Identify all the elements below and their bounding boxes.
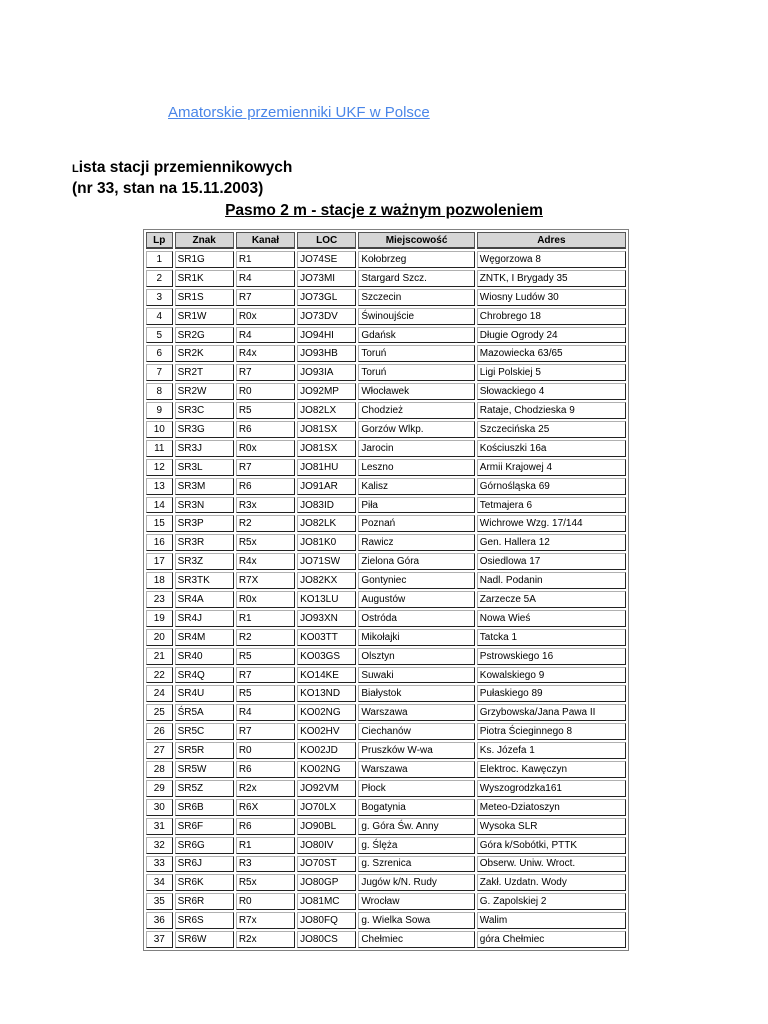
cell-znak: SR1K (175, 270, 234, 287)
cell-znak: SR5W (175, 761, 234, 778)
table-row (146, 837, 626, 854)
cell-miejscowosc: Gdańsk (358, 327, 474, 344)
table-row (146, 402, 626, 419)
table-row (146, 478, 626, 495)
cell-adres: Mazowiecka 63/65 (477, 345, 626, 362)
cell-lp: 31 (146, 818, 173, 835)
cell-loc: KO13ND (297, 685, 356, 702)
cell-kanal: R7 (236, 667, 295, 684)
table-row (146, 629, 626, 646)
cell-miejscowosc: Bogatynia (358, 799, 474, 816)
cell-loc: KO03TT (297, 629, 356, 646)
cell-miejscowosc: Włocławek (358, 383, 474, 400)
cell-miejscowosc: Jarocin (358, 440, 474, 457)
cell-znak: SR4J (175, 610, 234, 627)
cell-miejscowosc: Mikołajki (358, 629, 474, 646)
cell-kanal: R7x (236, 912, 295, 929)
cell-znak: SR1G (175, 251, 234, 268)
cell-lp: 35 (146, 893, 173, 910)
table-row (146, 742, 626, 759)
cell-miejscowosc: Rawicz (358, 534, 474, 551)
cell-kanal: R5x (236, 874, 295, 891)
cell-adres: Tetmajera 6 (477, 497, 626, 514)
cell-loc: JO81SX (297, 440, 356, 457)
cell-miejscowosc: g. Szrenica (358, 856, 474, 873)
cell-miejscowosc: Chełmiec (358, 931, 474, 948)
table-row (146, 364, 626, 381)
cell-miejscowosc: Augustów (358, 591, 474, 608)
cell-kanal: R2x (236, 931, 295, 948)
cell-loc: JO92VM (297, 780, 356, 797)
cell-loc: JO81SX (297, 421, 356, 438)
table-row (146, 874, 626, 891)
cell-kanal: R3 (236, 856, 295, 873)
cell-loc: JO82LK (297, 515, 356, 532)
cell-lp: 19 (146, 610, 173, 627)
column-header-lp: Lp (146, 232, 173, 249)
cell-loc: JO73GL (297, 289, 356, 306)
cell-miejscowosc: Leszno (358, 459, 474, 476)
cell-lp: 37 (146, 931, 173, 948)
cell-kanal: R4 (236, 270, 295, 287)
table-row (146, 761, 626, 778)
cell-znak: SR3G (175, 421, 234, 438)
cell-kanal: R4x (236, 345, 295, 362)
cell-miejscowosc: Kołobrzeg (358, 251, 474, 268)
cell-miejscowosc: g. Wielka Sowa (358, 912, 474, 929)
cell-znak: SR3M (175, 478, 234, 495)
cell-loc: JO73DV (297, 308, 356, 325)
cell-loc: JO91AR (297, 478, 356, 495)
cell-loc: JO71SW (297, 553, 356, 570)
cell-kanal: R0x (236, 440, 295, 457)
cell-loc: KO02HV (297, 723, 356, 740)
cell-znak: SR6B (175, 799, 234, 816)
cell-adres: Górnośląska 69 (477, 478, 626, 495)
cell-znak: SR6W (175, 931, 234, 948)
cell-loc: JO80GP (297, 874, 356, 891)
cell-loc: JO80CS (297, 931, 356, 948)
stations-table-container (143, 229, 629, 951)
cell-znak: SR5C (175, 723, 234, 740)
cell-kanal: R2x (236, 780, 295, 797)
cell-kanal: R5 (236, 685, 295, 702)
cell-loc: JO93IA (297, 364, 356, 381)
cell-kanal: R5 (236, 648, 295, 665)
cell-znak: SR3TK (175, 572, 234, 589)
table-row (146, 534, 626, 551)
cell-kanal: R6 (236, 761, 295, 778)
cell-loc: JO70LX (297, 799, 356, 816)
column-header-adres: Adres (477, 232, 626, 249)
cell-loc: JO70ST (297, 856, 356, 873)
cell-miejscowosc: Poznań (358, 515, 474, 532)
cell-loc: JO73MI (297, 270, 356, 287)
cell-adres: Kościuszki 16a (477, 440, 626, 457)
cell-adres: Węgorzowa 8 (477, 251, 626, 268)
cell-lp: 11 (146, 440, 173, 457)
cell-miejscowosc: Chodzież (358, 402, 474, 419)
table-row (146, 610, 626, 627)
cell-znak: SR2W (175, 383, 234, 400)
cell-kanal: R0x (236, 308, 295, 325)
table-row (146, 345, 626, 362)
cell-znak: SR40 (175, 648, 234, 665)
cell-miejscowosc: Toruń (358, 364, 474, 381)
table-row (146, 572, 626, 589)
cell-adres: ZNTK, I Brygady 35 (477, 270, 626, 287)
cell-loc: JO93HB (297, 345, 356, 362)
cell-loc: JO81HU (297, 459, 356, 476)
cell-lp: 7 (146, 364, 173, 381)
cell-miejscowosc: Świnoujście (358, 308, 474, 325)
table-row (146, 289, 626, 306)
cell-znak: SR1W (175, 308, 234, 325)
cell-miejscowosc: Ostróda (358, 610, 474, 627)
cell-miejscowosc: Warszawa (358, 761, 474, 778)
cell-kanal: R2 (236, 515, 295, 532)
cell-lp: 23 (146, 591, 173, 608)
cell-loc: JO74SE (297, 251, 356, 268)
cell-lp: 28 (146, 761, 173, 778)
cell-znak: SR2T (175, 364, 234, 381)
cell-adres: Wysoka SLR (477, 818, 626, 835)
cell-lp: 10 (146, 421, 173, 438)
cell-adres: Kowalskiego 9 (477, 667, 626, 684)
cell-kanal: R5x (236, 534, 295, 551)
cell-lp: 12 (146, 459, 173, 476)
cell-adres: Grzybowska/Jana Pawa II (477, 704, 626, 721)
table-row (146, 856, 626, 873)
heading-line-1 (72, 158, 292, 179)
table-row (146, 440, 626, 457)
cell-kanal: R7 (236, 459, 295, 476)
cell-lp: 26 (146, 723, 173, 740)
cell-loc: JO93XN (297, 610, 356, 627)
cell-kanal: R0 (236, 893, 295, 910)
cell-adres: Meteo-Dziatoszyn (477, 799, 626, 816)
cell-lp: 34 (146, 874, 173, 891)
cell-miejscowosc: Toruń (358, 345, 474, 362)
cell-lp: 27 (146, 742, 173, 759)
cell-lp: 16 (146, 534, 173, 551)
cell-loc: KO02NG (297, 761, 356, 778)
cell-loc: JO80IV (297, 837, 356, 854)
table-row (146, 327, 626, 344)
table-row (146, 591, 626, 608)
table-row (146, 515, 626, 532)
cell-kanal: R1 (236, 251, 295, 268)
cell-znak: SR4A (175, 591, 234, 608)
column-header-znak: Znak (175, 232, 234, 249)
cell-kanal: R0x (236, 591, 295, 608)
cell-miejscowosc: Płock (358, 780, 474, 797)
cell-adres: Ks. Józefa 1 (477, 742, 626, 759)
cell-kanal: R7 (236, 364, 295, 381)
cell-adres: Wiosny Ludów 30 (477, 289, 626, 306)
cell-loc: JO81MC (297, 893, 356, 910)
cell-lp: 20 (146, 629, 173, 646)
table-row (146, 308, 626, 325)
cell-loc: JO82KX (297, 572, 356, 589)
cell-loc: JO83ID (297, 497, 356, 514)
cell-lp: 29 (146, 780, 173, 797)
cell-loc: JO94HI (297, 327, 356, 344)
cell-lp: 1 (146, 251, 173, 268)
table-row (146, 723, 626, 740)
table-row (146, 553, 626, 570)
cell-lp: 5 (146, 327, 173, 344)
cell-miejscowosc: Jugów k/N. Rudy (358, 874, 474, 891)
cell-lp: 17 (146, 553, 173, 570)
cell-miejscowosc: Pruszków W-wa (358, 742, 474, 759)
cell-adres: Osiedlowa 17 (477, 553, 626, 570)
cell-kanal: R3x (236, 497, 295, 514)
heading-initial: L (72, 163, 79, 175)
cell-kanal: R2 (236, 629, 295, 646)
cell-adres: Elektroc. Kawęczyn (477, 761, 626, 778)
cell-loc: KO02JD (297, 742, 356, 759)
cell-adres: Ligi Polskiej 5 (477, 364, 626, 381)
cell-adres: Pułaskiego 89 (477, 685, 626, 702)
cell-loc: JO81K0 (297, 534, 356, 551)
cell-lp: 13 (146, 478, 173, 495)
cell-adres: Obserw. Uniw. Wroct. (477, 856, 626, 873)
cell-lp: 14 (146, 497, 173, 514)
cell-znak: SR3Z (175, 553, 234, 570)
cell-adres: Gen. Hallera 12 (477, 534, 626, 551)
cell-miejscowosc: Olsztyn (358, 648, 474, 665)
cell-kanal: R6 (236, 818, 295, 835)
cell-lp: 32 (146, 837, 173, 854)
cell-znak: SR3N (175, 497, 234, 514)
cell-kanal: R4 (236, 327, 295, 344)
cell-kanal: R0 (236, 383, 295, 400)
cell-loc: JO82LX (297, 402, 356, 419)
table-row (146, 931, 626, 948)
column-header-miejscowosc: Miejscowość (358, 232, 474, 249)
cell-adres: Piotra Ścieginnego 8 (477, 723, 626, 740)
cell-lp: 8 (146, 383, 173, 400)
cell-adres: Chrobrego 18 (477, 308, 626, 325)
cell-loc: KO14KE (297, 667, 356, 684)
cell-lp: 21 (146, 648, 173, 665)
cell-adres: Zarzecze 5A (477, 591, 626, 608)
stations-table (143, 229, 629, 951)
column-header-loc: LOC (297, 232, 356, 249)
cell-miejscowosc: Suwaki (358, 667, 474, 684)
cell-adres: Rataje, Chodzieska 9 (477, 402, 626, 419)
cell-lp: 4 (146, 308, 173, 325)
cell-miejscowosc: g. Ślęża (358, 837, 474, 854)
cell-lp: 18 (146, 572, 173, 589)
cell-kanal: R5 (236, 402, 295, 419)
cell-kanal: R6X (236, 799, 295, 816)
cell-miejscowosc: g. Góra Św. Anny (358, 818, 474, 835)
cell-loc: KO13LU (297, 591, 356, 608)
cell-znak: SR3C (175, 402, 234, 419)
cell-znak: SR6G (175, 837, 234, 854)
table-header-row (146, 232, 626, 249)
table-title: Pasmo 2 m - stacje z ważnym pozwoleniem (225, 202, 543, 219)
cell-loc: JO92MP (297, 383, 356, 400)
cell-miejscowosc: Zielona Góra (358, 553, 474, 570)
cell-znak: SR3L (175, 459, 234, 476)
cell-miejscowosc: Szczecin (358, 289, 474, 306)
table-row (146, 780, 626, 797)
cell-miejscowosc: Warszawa (358, 704, 474, 721)
table-row (146, 799, 626, 816)
cell-kanal: R1 (236, 837, 295, 854)
table-row (146, 421, 626, 438)
cell-loc: KO03GS (297, 648, 356, 665)
cell-adres: Nowa Wieś (477, 610, 626, 627)
cell-znak: SR6K (175, 874, 234, 891)
cell-kanal: R7X (236, 572, 295, 589)
cell-kanal: R6 (236, 478, 295, 495)
cell-loc: KO02NG (297, 704, 356, 721)
heading-line-1-text: ista stacji przemiennikowych (78, 159, 293, 176)
cell-adres: Słowackiego 4 (477, 383, 626, 400)
page-title-link[interactable]: Amatorskie przemienniki UKF w Polsce (168, 104, 430, 121)
cell-adres: Nadl. Podanin (477, 572, 626, 589)
cell-adres: Walim (477, 912, 626, 929)
table-row (146, 667, 626, 684)
table-row (146, 251, 626, 268)
cell-lp: 33 (146, 856, 173, 873)
cell-lp: 36 (146, 912, 173, 929)
cell-lp: 3 (146, 289, 173, 306)
cell-znak: SR3P (175, 515, 234, 532)
cell-kanal: R7 (236, 289, 295, 306)
table-row (146, 497, 626, 514)
table-body (146, 251, 626, 948)
cell-adres: Długie Ogrody 24 (477, 327, 626, 344)
cell-znak: SR4M (175, 629, 234, 646)
table-row (146, 893, 626, 910)
cell-adres: Szczecińska 25 (477, 421, 626, 438)
cell-znak: SR2K (175, 345, 234, 362)
cell-adres: Tatcka 1 (477, 629, 626, 646)
cell-loc: JO80FQ (297, 912, 356, 929)
table-row (146, 685, 626, 702)
cell-kanal: R1 (236, 610, 295, 627)
cell-lp: 30 (146, 799, 173, 816)
table-row (146, 704, 626, 721)
cell-adres: góra Chełmiec (477, 931, 626, 948)
cell-adres: Pstrowskiego 16 (477, 648, 626, 665)
cell-lp: 9 (146, 402, 173, 419)
table-row (146, 912, 626, 929)
cell-znak: SR6J (175, 856, 234, 873)
cell-adres: Wyszogrodzka161 (477, 780, 626, 797)
cell-kanal: R4 (236, 704, 295, 721)
cell-miejscowosc: Stargard Szcz. (358, 270, 474, 287)
cell-znak: ŚR5A (175, 704, 234, 721)
cell-miejscowosc: Gorzów Wlkp. (358, 421, 474, 438)
cell-adres: G. Zapolskiej 2 (477, 893, 626, 910)
cell-znak: SR3R (175, 534, 234, 551)
cell-adres: Góra k/Sobótki, PTTK (477, 837, 626, 854)
cell-znak: SR2G (175, 327, 234, 344)
table-row (146, 648, 626, 665)
cell-miejscowosc: Gontyniec (358, 572, 474, 589)
cell-kanal: R0 (236, 742, 295, 759)
cell-lp: 6 (146, 345, 173, 362)
cell-loc: JO90BL (297, 818, 356, 835)
cell-znak: SR4U (175, 685, 234, 702)
cell-znak: SR6F (175, 818, 234, 835)
cell-znak: SR5R (175, 742, 234, 759)
cell-miejscowosc: Ciechanów (358, 723, 474, 740)
cell-lp: 22 (146, 667, 173, 684)
cell-lp: 15 (146, 515, 173, 532)
cell-lp: 2 (146, 270, 173, 287)
cell-miejscowosc: Wrocław (358, 893, 474, 910)
cell-miejscowosc: Kalisz (358, 478, 474, 495)
cell-znak: SR1S (175, 289, 234, 306)
cell-lp: 25 (146, 704, 173, 721)
cell-znak: SR6R (175, 893, 234, 910)
cell-adres: Wichrowe Wzg. 17/144 (477, 515, 626, 532)
cell-kanal: R6 (236, 421, 295, 438)
cell-lp: 24 (146, 685, 173, 702)
cell-znak: SR4Q (175, 667, 234, 684)
table-row (146, 270, 626, 287)
table-row (146, 383, 626, 400)
cell-znak: SR3J (175, 440, 234, 457)
column-header-kanal: Kanał (236, 232, 295, 249)
cell-adres: Zakł. Uzdatn. Wody (477, 874, 626, 891)
cell-znak: SR5Z (175, 780, 234, 797)
cell-adres: Armii Krajowej 4 (477, 459, 626, 476)
cell-miejscowosc: Białystok (358, 685, 474, 702)
table-row (146, 818, 626, 835)
heading-line-2: (nr 33, stan na 15.11.2003) (72, 180, 264, 197)
cell-znak: SR6S (175, 912, 234, 929)
cell-miejscowosc: Piła (358, 497, 474, 514)
cell-kanal: R7 (236, 723, 295, 740)
cell-kanal: R4x (236, 553, 295, 570)
document-heading (72, 158, 292, 198)
table-row (146, 459, 626, 476)
